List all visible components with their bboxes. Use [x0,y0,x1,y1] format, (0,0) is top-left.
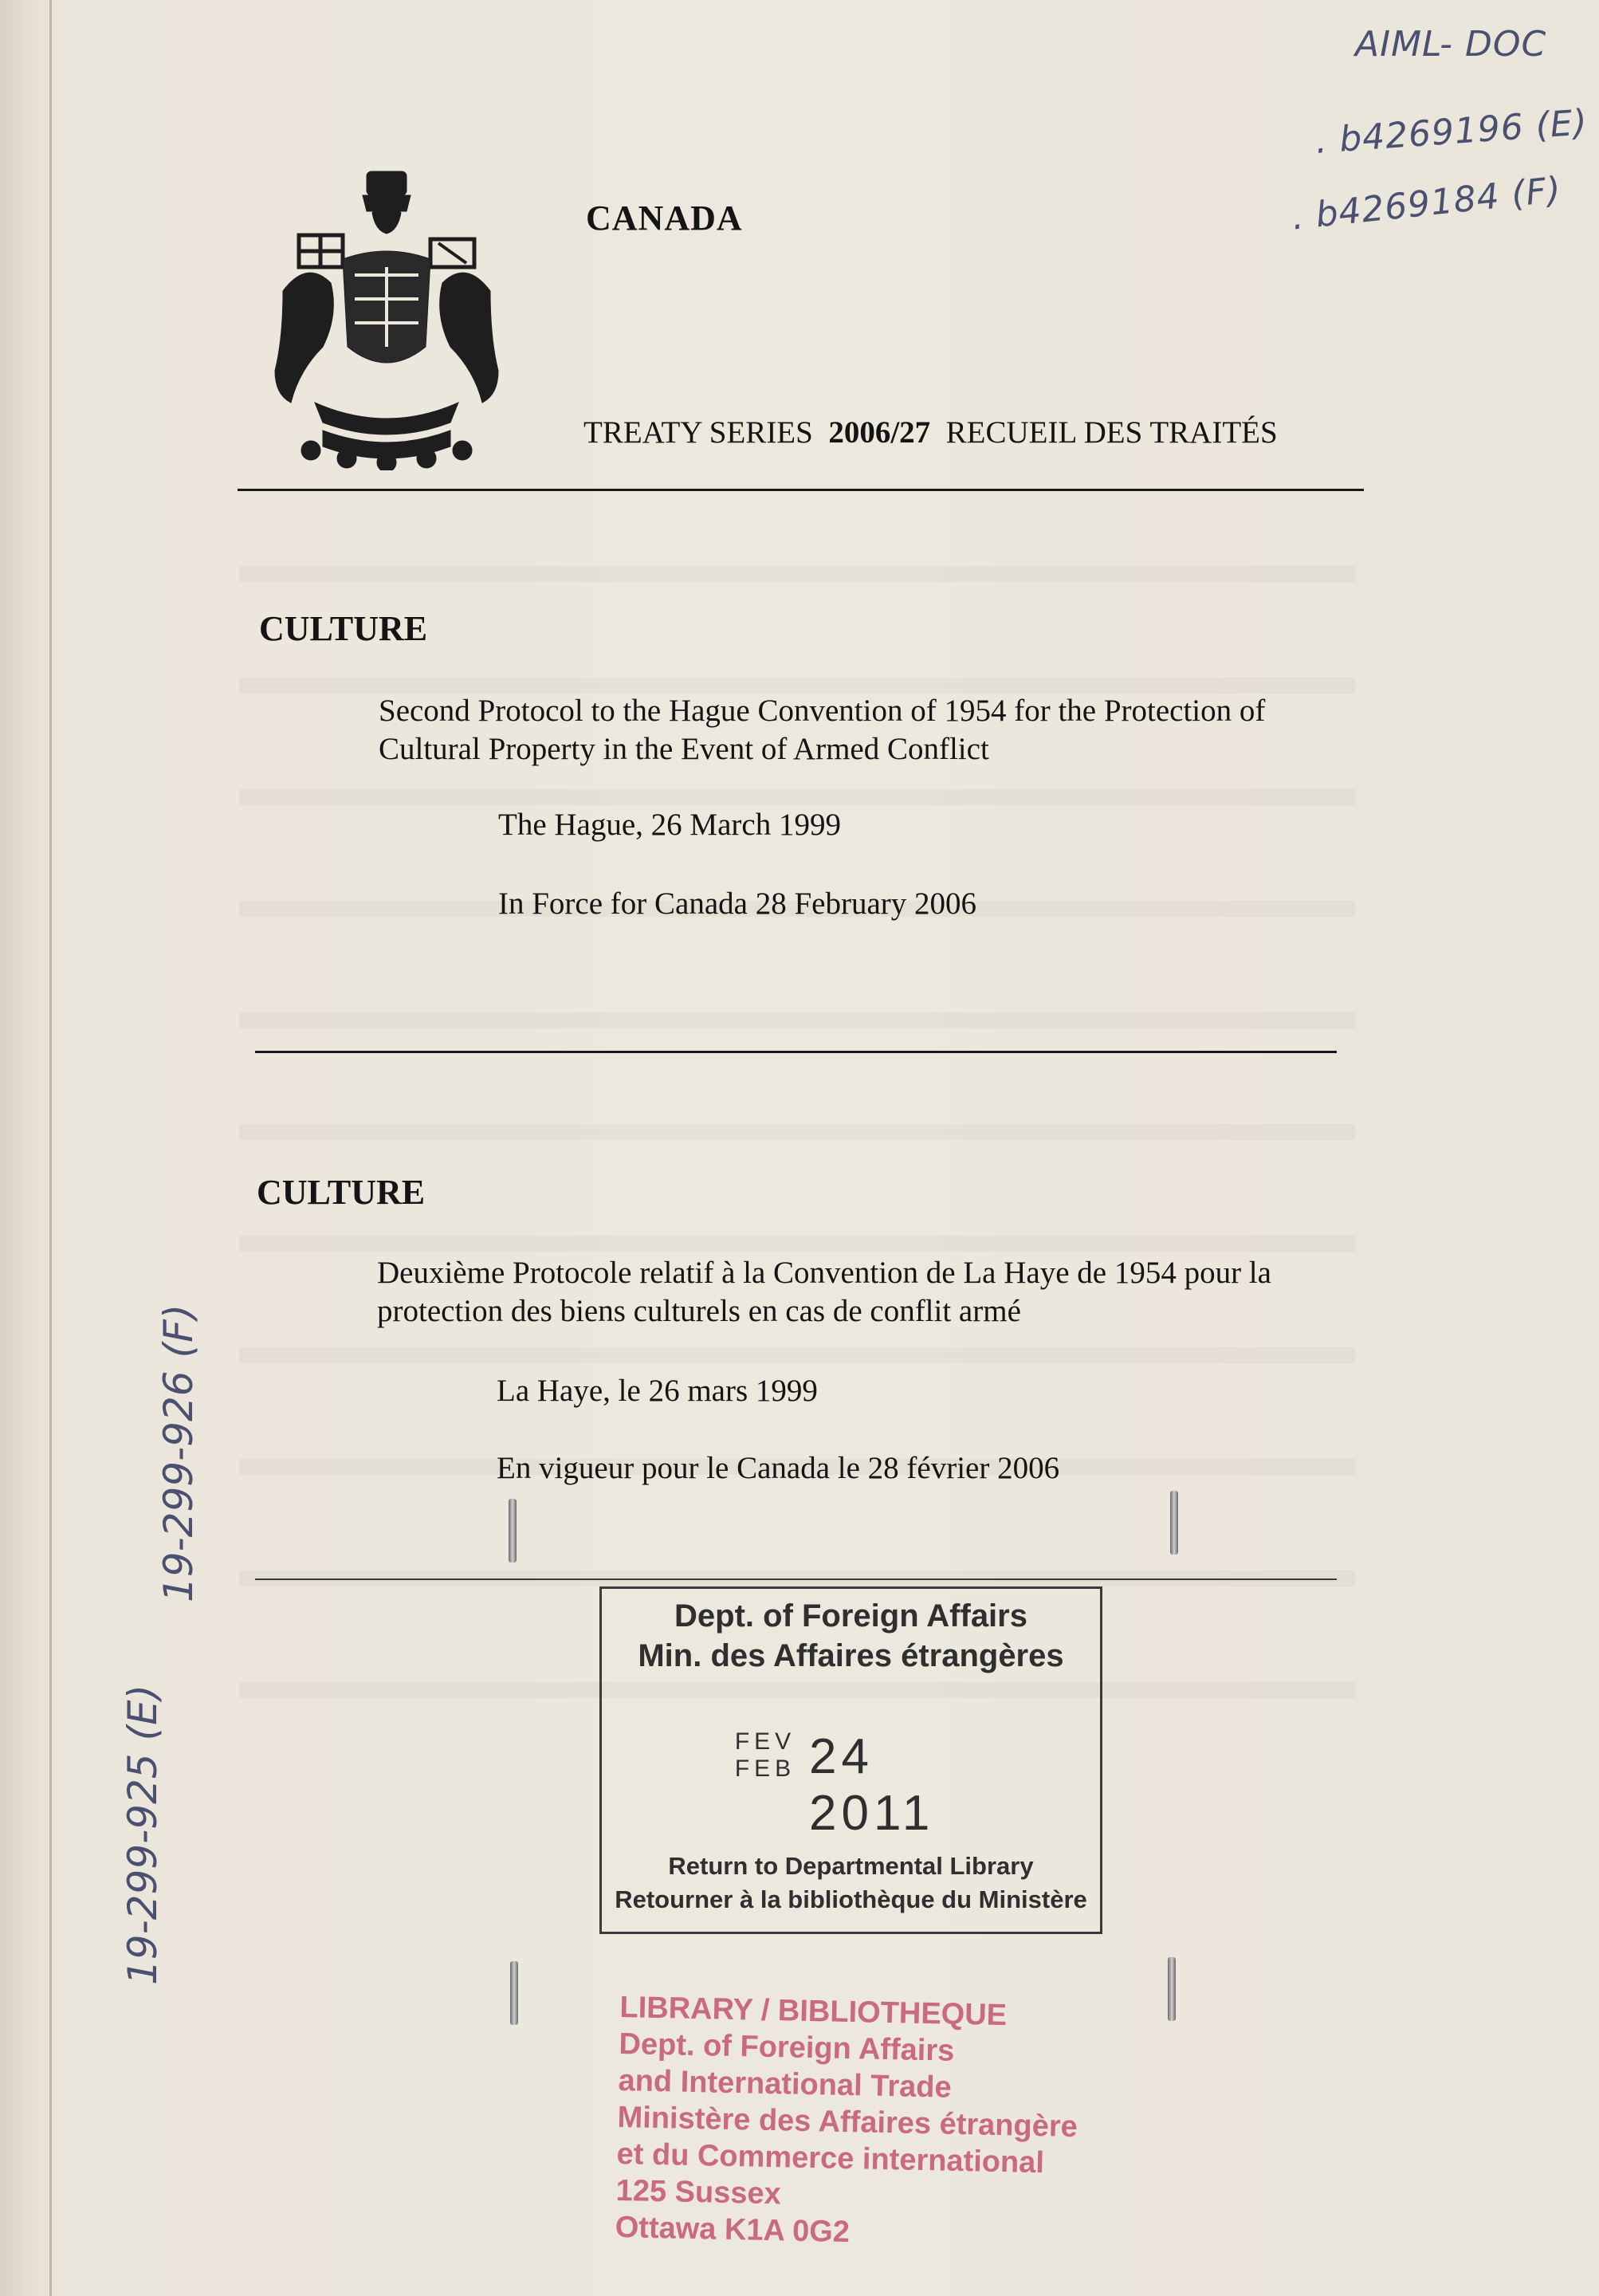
handwritten-margin-number-english: 19-299-925 (E) [120,1684,166,1985]
language-divider [255,1051,1337,1053]
stamp-month-english: FEB [734,1755,796,1782]
library-stamp-line-1: LIBRARY / BIBLIOTHEQUE [619,1990,1008,2033]
treaty-series-line [583,415,1278,450]
stamp-dept-french: Min. des Affaires étrangères [638,1638,1064,1673]
french-section-heading: CULTURE [257,1173,426,1212]
french-in-force: En vigueur pour le Canada le 28 février 2006 [497,1451,1060,1485]
staple-top-left [509,1499,517,1563]
handwritten-catalog-code: AIML- DOC [1355,24,1547,65]
french-place-date: La Haye, le 26 mars 1999 [497,1374,818,1408]
library-stamp-line-6: 125 Sussex [615,2173,782,2211]
handwritten-record-number-french: . b4269184 (F) [1290,169,1564,238]
handwritten-record-number-english: . b4269196 (E) [1314,102,1589,162]
series-number: 2006/27 [828,415,931,450]
library-stamp-line-5: et du Commerce international [616,2137,1045,2180]
french-title-line-2: protection des biens culturels en cas de conflit armé [377,1294,1021,1328]
series-label-english: TREATY SERIES [583,415,813,450]
library-stamp-line-3: and International Trade [618,2063,953,2105]
received-stamp [599,1586,1102,1934]
header-divider [238,489,1364,491]
stamp-return-english: Return to Departmental Library [668,1852,1034,1880]
footer-divider [255,1578,1337,1580]
staple-bottom-left [510,1961,518,2025]
english-place-date: The Hague, 26 March 1999 [498,808,841,842]
coat-of-arms-icon [267,163,506,470]
stamp-return-french: Retourner à la bibliothèque du Ministère [615,1885,1087,1913]
stamp-dept-english: Dept. of Foreign Affairs [674,1598,1027,1634]
library-stamp-line-2: Dept. of Foreign Affairs [619,2027,955,2068]
stamp-date-block [729,1728,984,1841]
library-stamp-line-4: Ministère des Affaires étrangère [617,2100,1078,2145]
french-title-line-1: Deuxième Protocole relatif à la Convention de La Haye de 1954 pour la [377,1256,1271,1290]
staple-bottom-right [1168,1957,1176,2021]
english-section-heading: CULTURE [259,609,428,648]
country-heading: CANADA [586,199,743,238]
english-title-line-2: Cultural Property in the Event of Armed Conflict [379,732,989,766]
staple-top-right [1170,1491,1178,1555]
stamp-date: 24 2011 [809,1729,935,1841]
stamp-month-french: FEV [734,1728,796,1755]
library-stamp-line-7: Ottawa K1A 0G2 [615,2210,851,2250]
library-stamp [615,1989,1080,2255]
handwritten-margin-number-french: 19-299-926 (F) [155,1303,202,1602]
english-title-line-1: Second Protocol to the Hague Convention of 1954 for the Protection of [379,694,1266,728]
english-in-force: In Force for Canada 28 February 2006 [498,887,976,921]
series-label-french: RECUEIL DES TRAITÉS [945,415,1278,450]
binding-fold [49,0,52,2296]
